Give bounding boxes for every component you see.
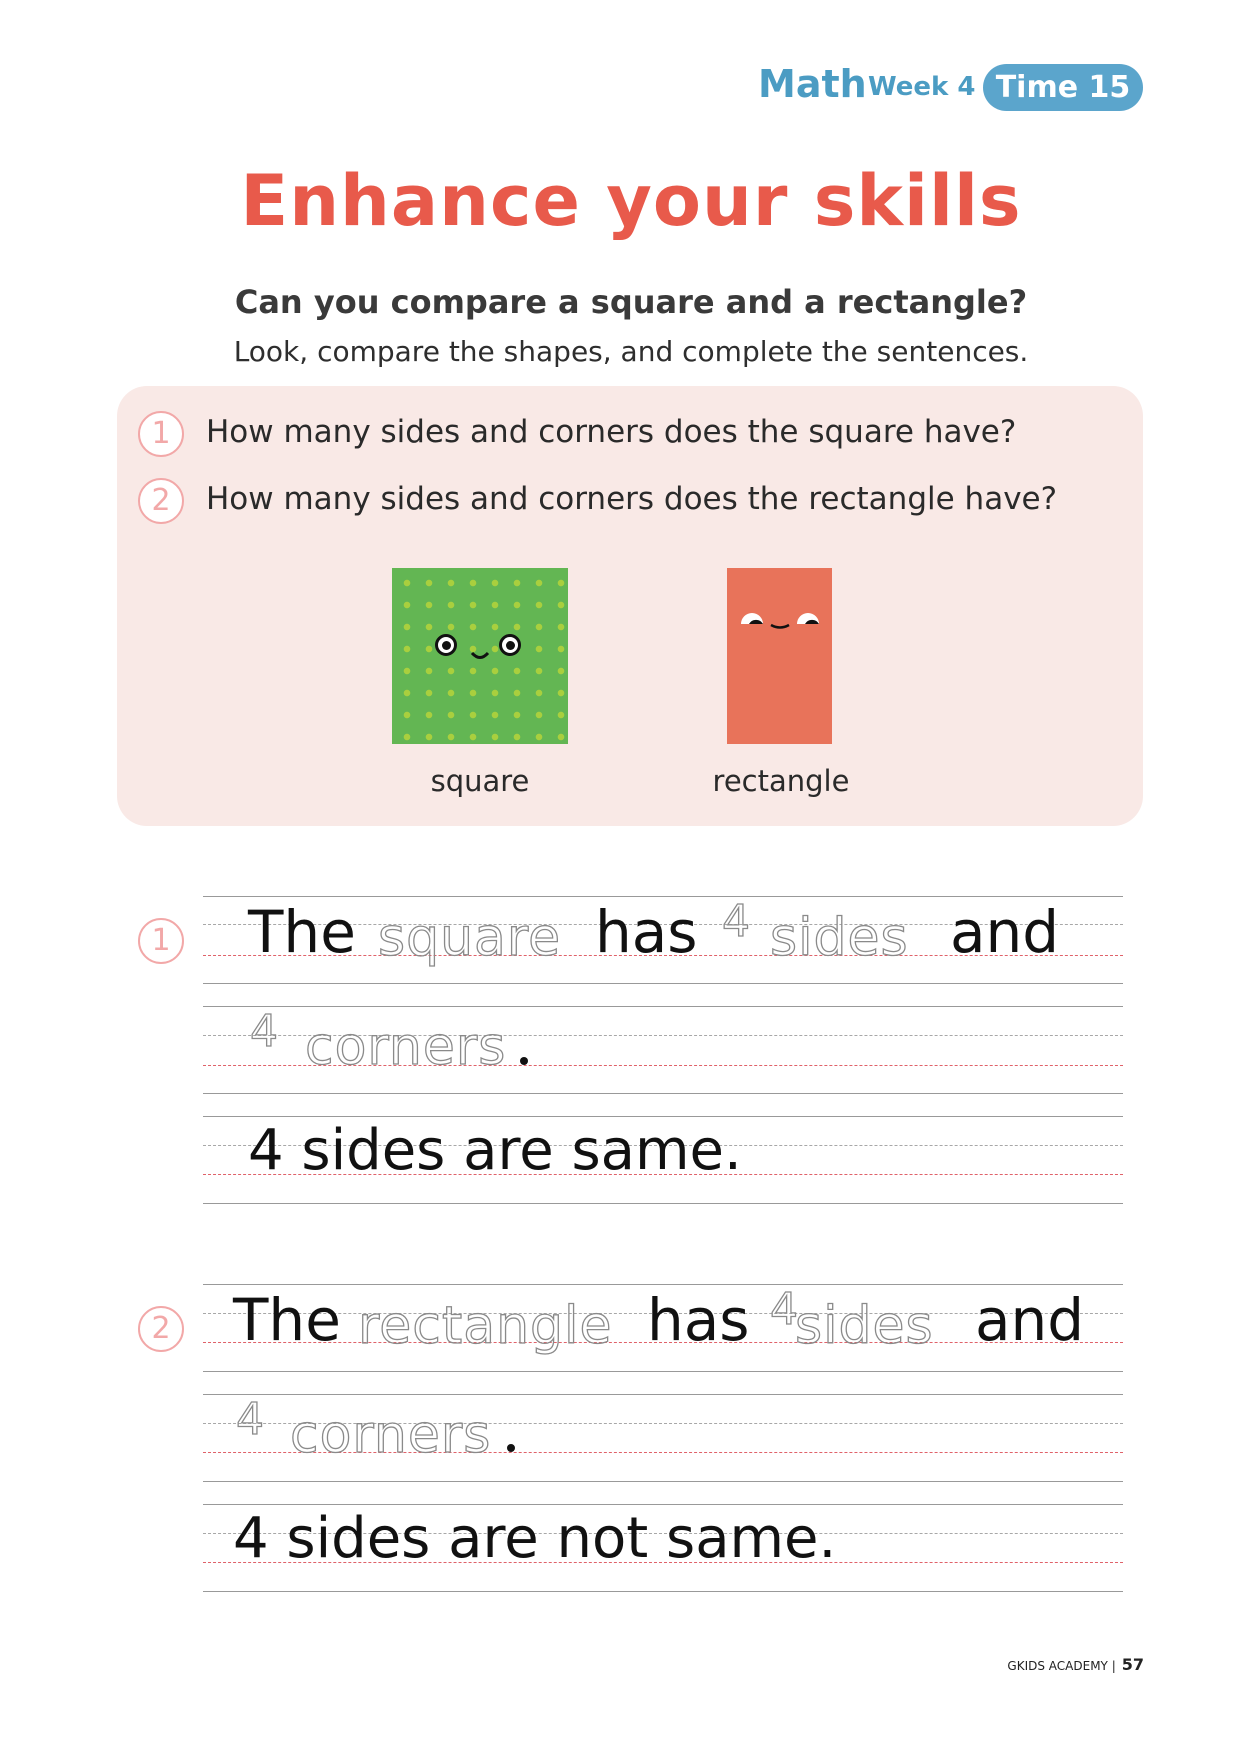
period-mark xyxy=(520,1057,528,1065)
eye-icon xyxy=(435,634,457,656)
question-number-1: 1 xyxy=(138,411,184,457)
footer-brand: GKIDS ACADEMY | xyxy=(1007,1659,1116,1673)
answer-number-1: 1 xyxy=(138,918,184,964)
square-label: square xyxy=(430,764,530,798)
page-number: 57 xyxy=(1121,1655,1144,1674)
sleepy-eyes-icon xyxy=(739,610,821,632)
word-has: has xyxy=(595,898,698,966)
page-title: Enhance your skills xyxy=(240,160,1022,242)
square-shape xyxy=(392,568,568,744)
subject-label: Math xyxy=(758,62,867,106)
traced-sides[interactable]: sides xyxy=(795,1296,934,1356)
rectangle-label: rectangle xyxy=(712,764,850,798)
instruction-text: Look, compare the shapes, and complete the sentences. xyxy=(233,335,1029,368)
week-label: Week 4 xyxy=(868,72,976,102)
traced-sides-number[interactable]: 4 xyxy=(770,1284,799,1335)
word-has: has xyxy=(647,1286,750,1354)
traced-sides[interactable]: sides xyxy=(770,908,909,968)
word-and: and xyxy=(950,898,1060,966)
question-1-text: How many sides and corners does the square have? xyxy=(206,414,1017,450)
answer-1-note: 4 sides are same. xyxy=(248,1118,742,1183)
word-and: and xyxy=(975,1286,1085,1354)
period-mark xyxy=(507,1444,515,1452)
traced-corners-number[interactable]: 4 xyxy=(250,1006,279,1057)
main-question: Can you compare a square and a rectangle? xyxy=(234,283,1028,321)
traced-sides-number[interactable]: 4 xyxy=(722,896,751,947)
eye-icon xyxy=(499,634,521,656)
time-badge: Time 15 xyxy=(983,64,1143,111)
page-footer xyxy=(1007,1655,1144,1674)
traced-corners[interactable]: corners xyxy=(305,1017,507,1077)
question-number-2: 2 xyxy=(138,478,184,524)
traced-corners-number[interactable]: 4 xyxy=(236,1394,265,1445)
word-the: The xyxy=(233,1286,341,1354)
traced-shape-name[interactable]: rectangle xyxy=(358,1296,613,1356)
traced-shape-name[interactable]: square xyxy=(378,908,562,968)
smile-icon xyxy=(469,650,491,662)
question-box xyxy=(117,386,1143,826)
answer-2-note: 4 sides are not same. xyxy=(233,1506,837,1571)
question-2-text: How many sides and corners does the rectangle have? xyxy=(206,481,1058,517)
traced-corners[interactable]: corners xyxy=(290,1405,492,1465)
rectangle-shape xyxy=(727,568,832,744)
answer-number-2: 2 xyxy=(138,1306,184,1352)
word-the: The xyxy=(248,898,356,966)
